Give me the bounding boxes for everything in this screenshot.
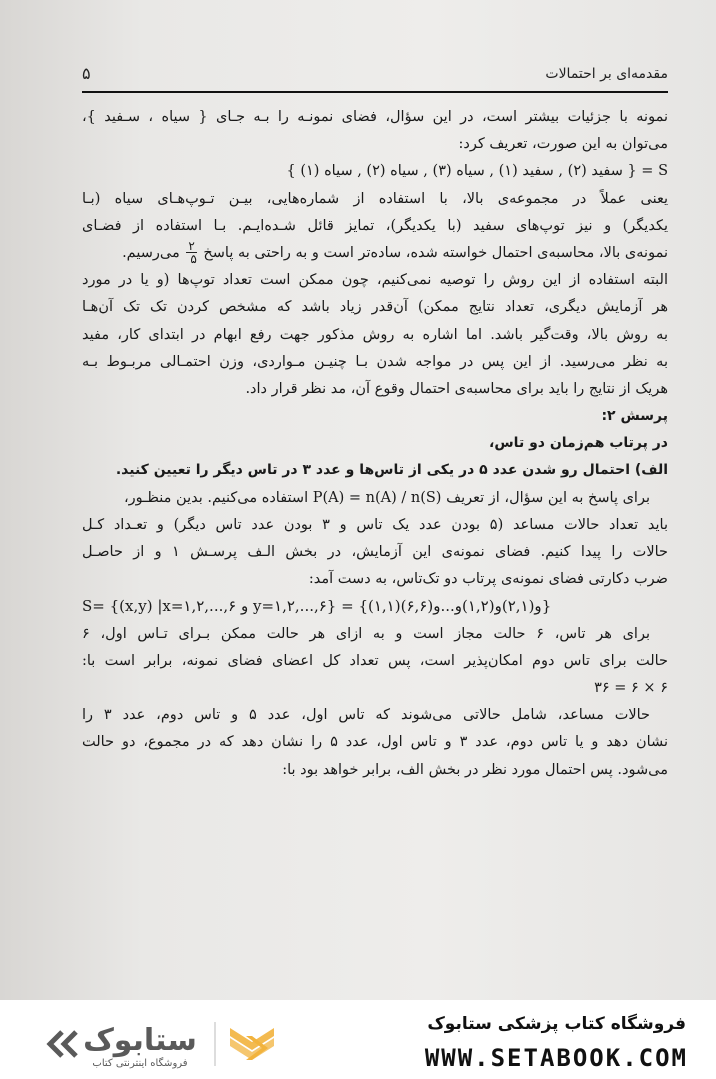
- text-line: [82, 512, 668, 539]
- text-line: [82, 240, 668, 267]
- page-number: ۵: [82, 64, 91, 83]
- text-line: [82, 675, 668, 702]
- logo-wordmark: ستابوک: [83, 1023, 197, 1058]
- text-line: [82, 267, 668, 294]
- shop-name: فروشگاه کتاب پزشکی ستابوک: [427, 1014, 686, 1034]
- text-line: [82, 294, 668, 321]
- line-text: می‌توان به این صورت، تعریف کرد:: [458, 136, 668, 153]
- text-line: [82, 702, 668, 729]
- text-line: [82, 349, 668, 376]
- line-text: حالات مساعد، شامل حالاتی می‌شوند که تاس اول، عدد ۵ و تاس دوم، عدد ۳ را: [82, 707, 651, 724]
- text-line: [82, 186, 668, 213]
- line-text: برای پاسخ به این سؤال، از تعریف: [446, 489, 650, 506]
- line-text: یعنی عملاً در مجموعه‌ی بالا، با استفاده از شماره‌هایی، بیـن تـوپ‌هـای سیاه (بـا: [82, 190, 668, 207]
- setabook-logo-graphic: [20, 1014, 280, 1070]
- line-text: ۶ × ۶ = ۳۶: [594, 679, 668, 696]
- text-line: [82, 621, 668, 648]
- page-header: [82, 62, 668, 90]
- line-text: البته استفاده از این روش را توصیه نمی‌کنیم، چون ممکن است تعداد توپ‌ها (و یا در مورد: [82, 272, 668, 289]
- line-text: پرسش ۲:: [601, 408, 668, 425]
- line-text: برای هر تاس، ۶ حالت مجاز است و به ازای هر حالت ممکن بـرای تـاس اول، ۶: [82, 625, 650, 642]
- fraction-numerator: ۲: [188, 239, 195, 254]
- text-line: [82, 322, 668, 349]
- header-rule: [82, 91, 668, 93]
- text-line: [82, 539, 668, 566]
- fraction-denominator: ۵: [190, 252, 197, 267]
- line-text: حالت برای تاس دوم امکان‌پذیر است، پس تعداد کل اعضای فضای نمونه، برابر است با:: [82, 652, 668, 669]
- line-text: هر آزمایش دیگری، تعداد نتایج ممکن) آن‌قدر زیاد باشد که مشخص کردن تک تک آن‌هـا: [82, 299, 668, 316]
- text-line: [82, 131, 668, 158]
- line-text: به نظر می‌رسید. از این پس در مواجه شدن بـا چنیـن مـواردی، وزن احتمـالی مربـوط بـه: [82, 353, 668, 370]
- text-line: [82, 213, 668, 240]
- line-text: به روش بالا، وقت‌گیر باشد. اما اشاره به روش مذکور جهت رفع ابهام در ابتدای کار، مفید: [82, 326, 668, 343]
- line-text: نمونه با جزئیات بیشتر است، در این سؤال، فضای نمونـه را بـه جـای { سیاه ، سـفید }،: [82, 109, 668, 125]
- text-line: [82, 593, 668, 620]
- text-line: [82, 757, 668, 784]
- text-line: [82, 376, 668, 403]
- logo-subtext: فروشگاه اینترنتی کتاب: [92, 1058, 188, 1069]
- line-text: S = { سفید (۲) , سفید (۱) , سیاه (۳) , سیاه (۲) , سیاه (۱) }: [286, 163, 668, 180]
- footer-banner: [0, 1000, 716, 1079]
- text-line: [82, 403, 668, 430]
- line-text-after: می‌رسیم.: [122, 244, 180, 261]
- line-text: حالات را پیدا کنیم. فضای نمونه‌ی این آزمایش، در بخش الـف پرسـش ۱ و از حاصـل: [82, 544, 668, 560]
- fraction: [186, 240, 196, 265]
- website-url[interactable]: WWW.SETABOOK.COM: [424, 1044, 688, 1072]
- body-text: [82, 104, 668, 784]
- text-line: [82, 729, 668, 756]
- line-text: باید تعداد حالات مساعد (۵ بودن عدد یک تاس و ۳ بودن عدد تاس دیگر) و تعـداد کـل: [82, 516, 668, 533]
- line-text: ضرب دکارتی فضای نمونه‌ی پرتاب دو تک‌تاس، به دست آمد:: [308, 571, 668, 588]
- text-line: [82, 457, 668, 484]
- line-text: نمونه‌ی بالا، محاسبه‌ی احتمال خواسته شده، ساده‌تر است و به راحتی به پاسخ: [203, 244, 668, 261]
- line-text: نشان دهد و یا تاس دوم، عدد ۳ و تاس اول، عدد ۵ را نشان دهد که در مجموع، دو حالت: [82, 734, 668, 751]
- chevron-logo-icon: [230, 1028, 274, 1060]
- line-text: می‌شود. پس احتمال مورد نظر در بخش الف، برابر خواهد بود با:: [282, 761, 668, 778]
- text-line: [82, 566, 668, 593]
- setabook-logo: [20, 1014, 280, 1070]
- text-line: [82, 104, 668, 131]
- running-title: مقدمه‌ای بر احتمالات: [545, 66, 668, 82]
- probability-formula: P(A) = n(A) / n(S): [312, 489, 442, 506]
- line-text: یکدیگر) و نیز توپ‌های سفید (با یکدیگر)، تمایز قائل شـده‌ایـم. بـا استفاده از فضـای: [82, 217, 668, 234]
- line-text: هریک از نتایج را باید برای محاسبه‌ی احتمال وقوع آن، مد نظر قرار داد.: [245, 380, 668, 397]
- line-text-after: استفاده می‌کنیم. بدین منظـور،: [123, 489, 309, 506]
- text-line: [82, 158, 668, 185]
- line-text: در پرتاب هم‌زمان دو تاس،: [489, 435, 668, 452]
- line-text: الف) احتمال رو شدن عدد ۵ در یکی از تاس‌ها و عدد ۳ در تاس دیگر را تعیین کنید.: [115, 462, 668, 479]
- line-text: S= {(x,y) |x=۱,۲,...,۶ و y=۱,۲,...,۶} = {(۱,۱)و(۲,۱)و(۱,۲)و...و(۶,۶)}: [82, 597, 552, 616]
- text-line: [82, 485, 668, 512]
- double-chevron-icon: [50, 1032, 76, 1056]
- text-line: [82, 648, 668, 675]
- text-line: [82, 430, 668, 457]
